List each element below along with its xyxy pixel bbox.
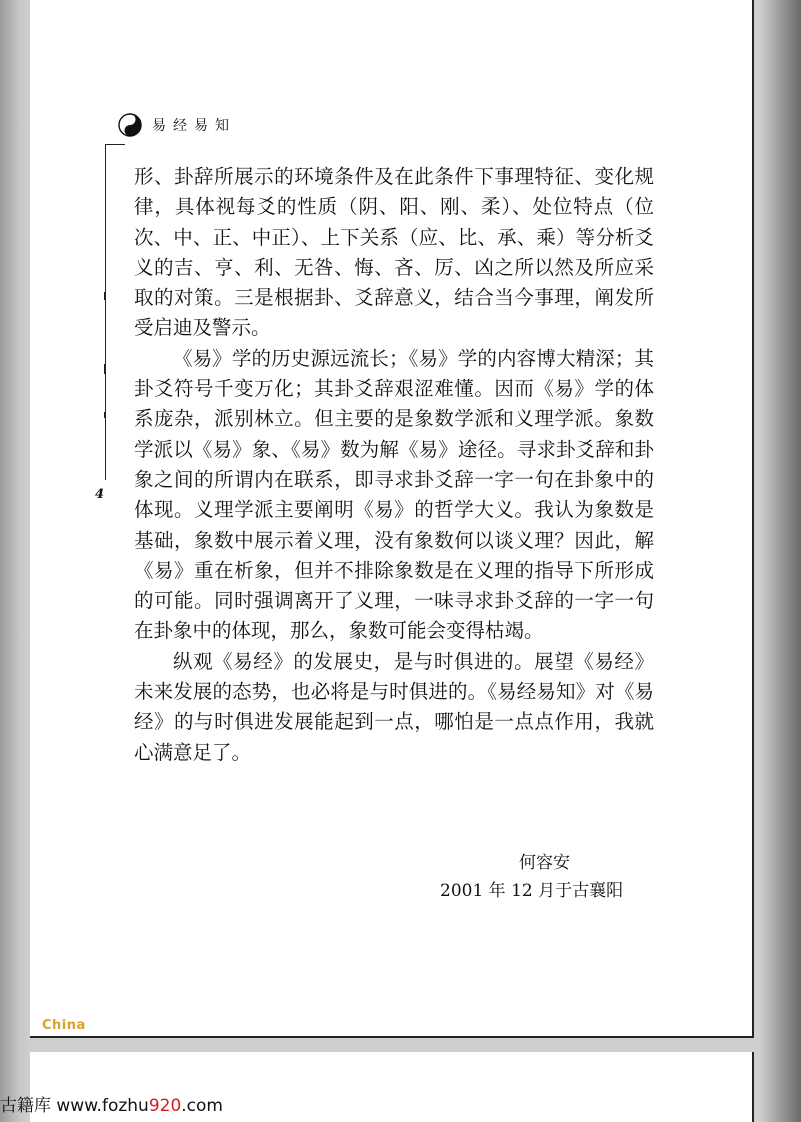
margin-rule-top <box>105 144 125 145</box>
margin-tick <box>104 412 106 418</box>
signature-name: 何容安 <box>519 853 570 873</box>
watermark-china: China <box>42 1018 86 1033</box>
margin-tick <box>104 292 106 300</box>
paragraph: 形、卦辞所展示的环境条件及在此条件下事理特征、变化规律，具体视每爻的性质（阴、阳、刚、柔）、处位特点（位次、中、正、中正）、上下关系（应、比、承、乘）等分析爻义的吉、亨、利、无咎、悔、吝、厉、凶之所以然及所应采取的对策。三是根据卦、爻辞意义，结合当今事理，阐发所受启迪及警示。 <box>134 165 654 340</box>
paragraph: 纵观《易经》的发展史，是与时俱进的。展望《易经》未来发展的态势，也必将是与时俱进的。《易经易知》对《易经》的与时俱进发展能起到一点，哪怕是一点点作用，我就心满意足了。 <box>134 649 654 764</box>
watermark-site-prefix: 古籍库 www.fozhu <box>0 1096 149 1116</box>
watermark-site <box>0 1091 223 1116</box>
header-title: 易经易知 <box>152 118 236 134</box>
watermark-site-number: 920 <box>148 1096 182 1116</box>
margin-tick <box>104 364 106 374</box>
signature-date: 2001 年 12 月于古襄阳 <box>440 881 624 901</box>
page-number: 4 <box>95 487 105 502</box>
running-header <box>118 110 236 140</box>
paragraph: 《易》学的历史源远流长；《易》学的内容博大精深；其卦爻符号千变万化；其卦爻辞艰涩难懂。因而《易》学的体系庞杂，派别林立。但主要的是象数学派和义理学派。象数学派以《易》象、《易》数为解《易》途径。寻求卦爻辞和卦象之间的所谓内在联系，即寻求卦爻辞一字一句在卦象中的体现。义理学派主要阐明《易》的哲学大义。我认为象数是基础，象数中展示着义理，没有象数何以谈义理？因此，解《易》重在析象，但并不排除象数是在义理的指导下所形成的可能。同时强调离开了义理，一味寻求卦爻辞的一字一句在卦象中的体现，那么，象数可能会变得枯竭。 <box>134 346 654 643</box>
watermark-site-suffix: .com <box>181 1096 223 1116</box>
yin-yang-icon <box>118 113 142 137</box>
margin-rule <box>105 144 106 480</box>
body-text <box>134 162 654 768</box>
